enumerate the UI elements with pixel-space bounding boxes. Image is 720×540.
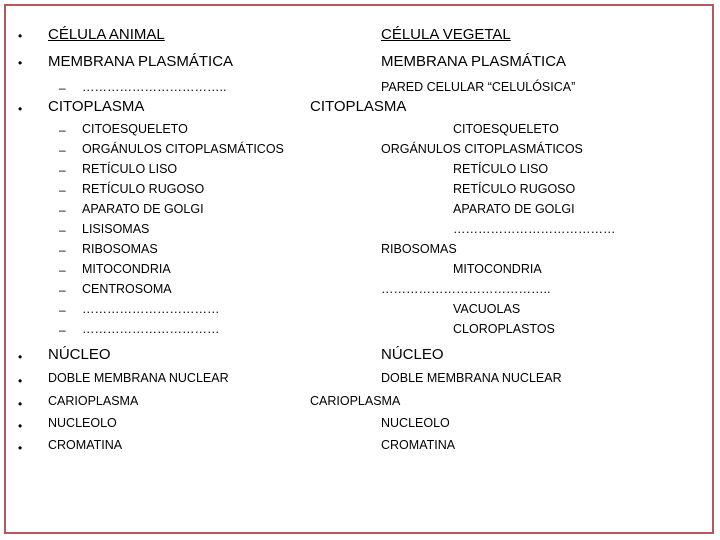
bullet-marker: • [18, 350, 23, 364]
dash-marker: – [59, 283, 66, 297]
vegetal-citoplasma-item: ………………………………… [453, 222, 616, 236]
animal-nucleo-item: CARIOPLASMA [48, 394, 139, 408]
vegetal-membrana: MEMBRANA PLASMÁTICA [381, 53, 567, 70]
vegetal-citoplasma-item: RETÍCULO RUGOSO [453, 182, 576, 196]
bullet-marker: • [18, 102, 23, 116]
animal-nucleo: NÚCLEO [48, 346, 111, 363]
bullet-marker: • [18, 29, 23, 43]
vegetal-citoplasma-item: RETÍCULO LISO [453, 162, 549, 176]
animal-nucleo-item: CROMATINA [48, 438, 123, 452]
animal-membrana-sub: …………………………….. [82, 80, 227, 94]
vegetal-citoplasma-item: RIBOSOMAS [381, 242, 457, 256]
bullet-marker: • [18, 374, 23, 388]
bullet-marker: • [18, 441, 23, 455]
dash-marker: – [59, 123, 66, 137]
vegetal-citoplasma-item: VACUOLAS [453, 302, 521, 316]
animal-citoplasma-item: RETÍCULO LISO [82, 162, 178, 176]
dash-marker: – [59, 183, 66, 197]
animal-citoplasma-item: MITOCONDRIA [82, 262, 171, 276]
dash-marker: – [59, 203, 66, 217]
vegetal-nucleo-item: CROMATINA [381, 438, 456, 452]
animal-citoplasma-item: RIBOSOMAS [82, 242, 158, 256]
animal-citoplasma-item: CENTROSOMA [82, 282, 172, 296]
vegetal-nucleo-item: CARIOPLASMA [310, 394, 401, 408]
animal-citoplasma-item: APARATO DE GOLGI [82, 202, 204, 216]
vegetal-citoplasma-item: ………………………………….. [381, 282, 551, 296]
vegetal-nucleo: NÚCLEO [381, 346, 444, 363]
animal-citoplasma-item: ORGÁNULOS CITOPLASMÁTICOS [82, 142, 284, 156]
animal-membrana: MEMBRANA PLASMÁTICA [48, 53, 234, 70]
vegetal-pared: PARED CELULAR “CELULÓSICA” [381, 80, 576, 94]
bullet-marker: • [18, 419, 23, 433]
vegetal-nucleo-item: DOBLE MEMBRANA NUCLEAR [381, 371, 562, 385]
dash-marker: – [59, 81, 66, 95]
dash-marker: – [59, 223, 66, 237]
vegetal-title: CÉLULA VEGETAL [381, 26, 511, 43]
animal-citoplasma: CITOPLASMA [48, 98, 145, 115]
dash-marker: – [59, 323, 66, 337]
animal-title: CÉLULA ANIMAL [48, 26, 165, 43]
dash-marker: – [59, 263, 66, 277]
vegetal-citoplasma-item: ORGÁNULOS CITOPLASMÁTICOS [381, 142, 583, 156]
vegetal-citoplasma: CITOPLASMA [310, 98, 407, 115]
bullet-marker: • [18, 56, 23, 70]
animal-nucleo-item: DOBLE MEMBRANA NUCLEAR [48, 371, 229, 385]
animal-citoplasma-item: …………………………… [82, 302, 220, 316]
vegetal-citoplasma-item: MITOCONDRIA [453, 262, 542, 276]
dash-marker: – [59, 243, 66, 257]
dash-marker: – [59, 303, 66, 317]
animal-nucleo-item: NUCLEOLO [48, 416, 117, 430]
vegetal-citoplasma-item: CLOROPLASTOS [453, 322, 555, 336]
vegetal-citoplasma-item: APARATO DE GOLGI [453, 202, 575, 216]
animal-citoplasma-item: CITOESQUELETO [82, 122, 188, 136]
vegetal-citoplasma-item: CITOESQUELETO [453, 122, 559, 136]
dash-marker: – [59, 143, 66, 157]
animal-citoplasma-item: LISISOMAS [82, 222, 150, 236]
animal-citoplasma-item: RETÍCULO RUGOSO [82, 182, 205, 196]
animal-citoplasma-item: …………………………… [82, 322, 220, 336]
bullet-marker: • [18, 397, 23, 411]
vegetal-nucleo-item: NUCLEOLO [381, 416, 450, 430]
dash-marker: – [59, 163, 66, 177]
